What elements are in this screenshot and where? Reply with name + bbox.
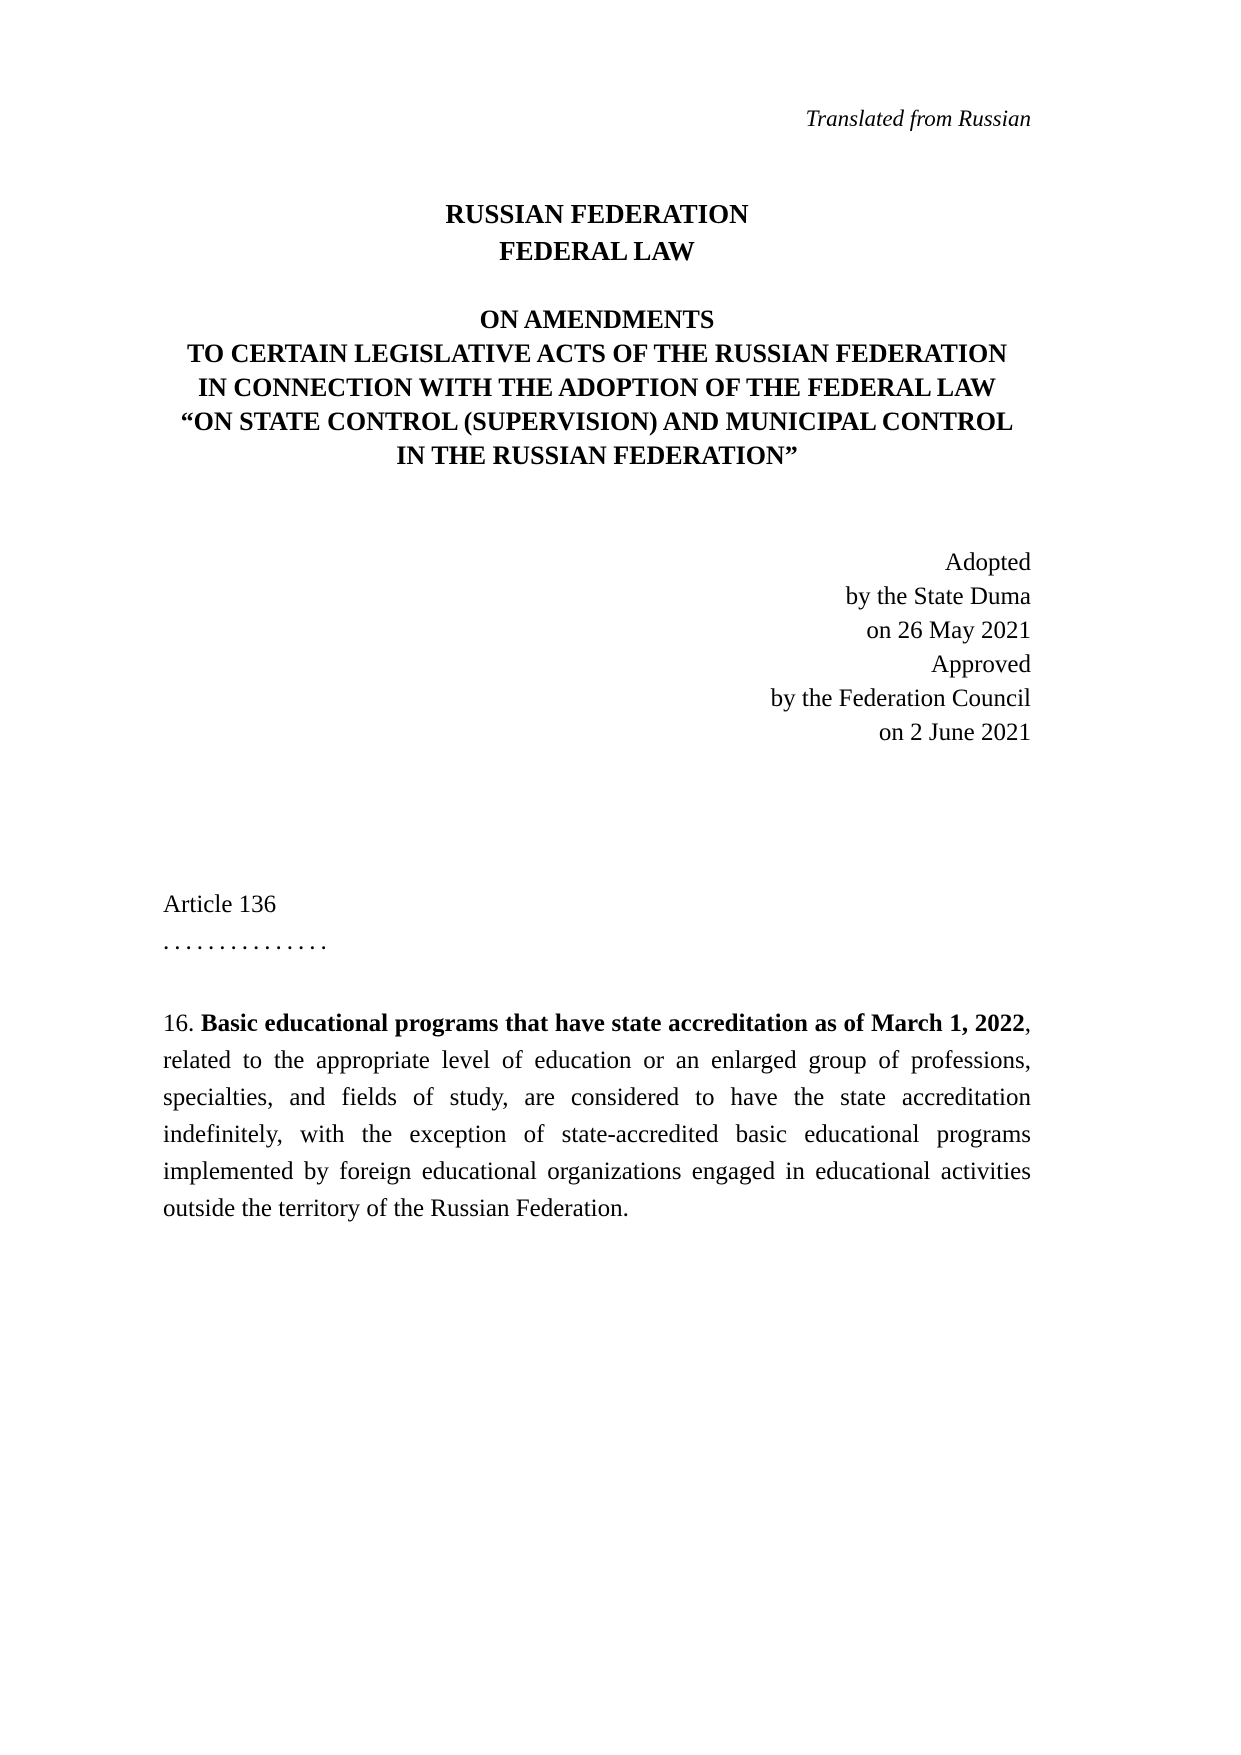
paragraph-number: 16.: [163, 1010, 201, 1037]
adoption-details: [163, 546, 1031, 750]
article-heading: Article 136: [163, 891, 277, 918]
subject-line: IN THE RUSSIAN FEDERATION”: [396, 441, 798, 470]
translated-from-note: Translated from Russian: [805, 106, 1031, 131]
adoption-line-approved-date: on 2 June 2021: [878, 719, 1031, 746]
adoption-line-state-duma: by the State Duma: [845, 583, 1031, 610]
law-subject-title: [163, 303, 1031, 473]
subject-line: TO CERTAIN LEGISLATIVE ACTS OF THE RUSSIAN FEDERATION: [187, 339, 1007, 368]
article-paragraph-16: [163, 1005, 1031, 1227]
paragraph-bold-text: Basic educational programs that have state accreditation as of March 1, 2022: [200, 1010, 1025, 1037]
document-title: [163, 196, 1031, 270]
adoption-line-approved: Approved: [931, 651, 1031, 678]
paragraph-rest-text: , related to the appropriate level of education or an enlarged group of professions, specialties, and fields of study, are considered to have the state accreditation indefinitely, with the exception of state-accredited basic educational programs implemented by foreign educational organizations engaged in educational activities outside the territory of the Russian Federation.: [163, 1010, 1031, 1222]
title-line-country: RUSSIAN FEDERATION: [445, 199, 749, 229]
document-content: [163, 104, 1031, 1227]
adoption-line-federation-council: by the Federation Council: [770, 685, 1031, 712]
omitted-text-ellipsis: ...............: [163, 928, 332, 955]
subject-line: ON AMENDMENTS: [479, 305, 715, 334]
subject-line: “ON STATE CONTROL (SUPERVISION) AND MUNICIPAL CONTROL: [180, 407, 1014, 436]
adoption-line-adopted: Adopted: [944, 549, 1031, 576]
subject-line: IN CONNECTION WITH THE ADOPTION OF THE FEDERAL LAW: [198, 373, 996, 402]
adoption-line-adopted-date: on 26 May 2021: [866, 617, 1031, 644]
title-line-law-type: FEDERAL LAW: [499, 236, 695, 266]
